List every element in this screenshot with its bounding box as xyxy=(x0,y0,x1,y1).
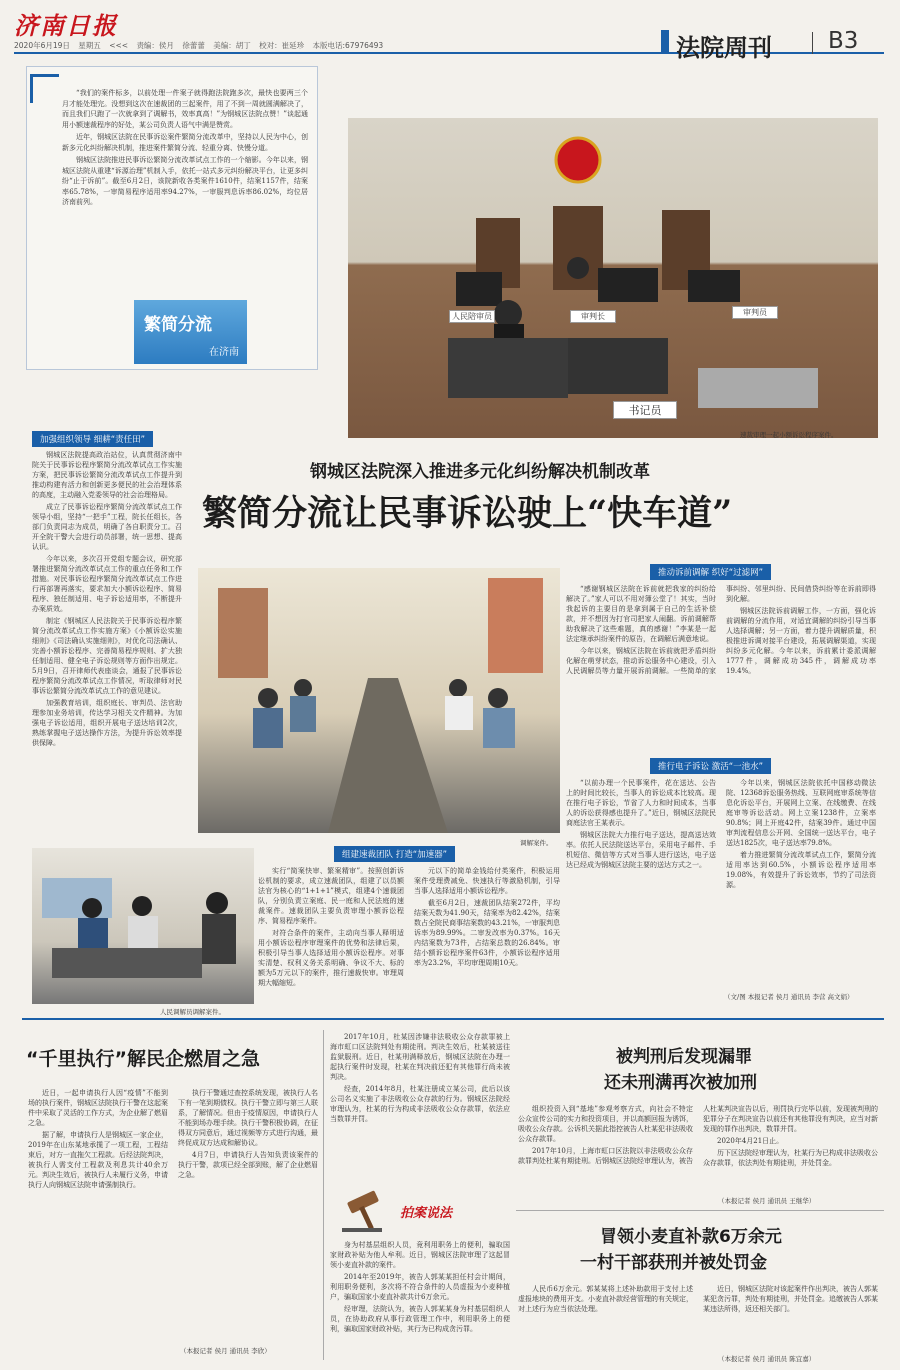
mid-para: 对符合条件的案件，主动向当事人释明适用小额诉讼程序审理案件的优势和法律后果，积极引导当事人选择适用小额诉讼程序。对事实清楚、权利义务关系明确、争议不大、标的额为5万元以下的案件，推行速裁快审。审理周期大幅缩短。 xyxy=(258,929,404,987)
art-right-bottom-headline2: 一村干部获刑并被处罚金 xyxy=(580,1253,767,1273)
section-divider xyxy=(812,32,813,54)
right2-para: 着力推进繁简分流改革试点工作，繁简分流适用率达到60.5%，小额诉讼程序适用率19.08%，有效提升了诉讼效率，节约了司法资源。 xyxy=(726,851,876,889)
art-right-bottom-headline1: 冒领小麦直补款6万余元 xyxy=(600,1227,782,1247)
left-para: 加强教育培训，组织庭长、审判员、法官助理参加业务培训，传达学习相关文件精神。为加强电子诉讼适用，组织开展电子送达培训2次，熟练掌握电子送达操作方法，为提升诉讼效率提供保障。 xyxy=(32,699,182,747)
right-section2-tag: 推行电子诉讼 激活“一池水” xyxy=(650,758,771,774)
issue-date: 2020年6月19日 xyxy=(14,41,70,50)
right1-para: “感谢钢城区法院在诉前就把我家的纠纷给解决了。”家人可以不用对簿公堂了！其实，当时我起诉的主要目的是拿到属于自己的生活补偿款，并不想因为打官司把家人闹翻。诉前调解帮助我解决了这些难题，真的感谢！”李某是一起法定继承纠纷案件的原告，在调解后满意地说。 xyxy=(566,585,716,643)
art-right-bottom-para: 人民币6万余元。郭某某将上述补助款用于支付上述虚报地块的费用开支。小麦直补款经营管理的有关规定，对上述行为应当依法处理。 xyxy=(518,1285,693,1313)
art-mid-para: 2017年10月，杜某因涉嫌非法吸收公众存款罪被上海市虹口区法院判处有期徒刑。判决生效后，杜某被送往监狱服刑。近日，杜某刑满释放后，钢城区法院在办理一起执行案件时发现，杜某在判决前还犯有其他罪行尚未被判决。 xyxy=(330,1033,510,1081)
art-mid-text-bottom xyxy=(330,1240,510,1360)
courtroom-photo xyxy=(348,118,878,438)
top-photo-caption: 速裁审理一起小额诉讼程序案件。 xyxy=(740,431,838,439)
art-left-text xyxy=(28,1088,318,1344)
right-article-rule xyxy=(516,1210,884,1211)
mid-section-tag: 组建速裁团队 打造“加速器” xyxy=(334,846,455,862)
art-right-top-text xyxy=(518,1104,878,1196)
fanjian-logo xyxy=(134,300,247,364)
art-left-para: 4月7日，申请执行人告知负责该案件的执行干警，款项已经全部到账，解了企业燃眉之急。 xyxy=(178,1151,318,1179)
reception-illustration xyxy=(32,848,254,1004)
mid-section-text xyxy=(258,866,560,1016)
section-title: 法院周刊 xyxy=(676,34,772,62)
placard-chief-judge: 审判长 xyxy=(570,310,616,323)
right-section1-text xyxy=(566,584,876,744)
mid-para: 元以下的简单金钱给付类案件，积极运用案件受理费减免、快速执行等激励机制，引导当事人选择适用小额诉讼程序。 xyxy=(414,867,560,895)
right1-para: 今年以来，钢城区法院在诉前就把矛盾纠纷化解在萌芽状态，推动诉讼服务中心建设，引入人民调解员等力量开展诉前调解。一些简单的家事纠纷、邻里纠纷、民间借贷纠纷等在诉前即得到化解。 xyxy=(566,585,876,675)
reception-photo xyxy=(32,848,254,1004)
issue-weekday: 星期五 xyxy=(78,41,101,50)
mediation-photo xyxy=(198,568,560,833)
art-right-bottom-para: 近日，钢城区法院对该起案件作出判决，被告人郭某某犯贪污罪，判处有期徒刑，并处罚金。追缴被告人郭某某违法所得，返还相关部门。 xyxy=(703,1285,878,1313)
art-left-byline: （本报记者 侯月 通讯员 李欣） xyxy=(180,1347,271,1355)
art-right-top-byline: （本报记者 侯月 通讯员 王继华） xyxy=(718,1197,816,1205)
mid-para: 实行“简案快审、繁案精审”。按照创新诉讼机制的要求，成立速裁团队，组建了以员额法官为核心的“1+1+1”模式，组建4个速裁团队，分别负责立案庭、民一庭和人民法庭的速裁案件。速裁团队主要负责审理小额诉讼程序、简易程序案件。 xyxy=(258,867,404,925)
phone-credit: 本版电话:67976493 xyxy=(312,41,384,50)
gavel-stamp xyxy=(340,1190,500,1236)
courtroom-illustration xyxy=(348,118,878,438)
checker-credit: 校对：崔延珍 xyxy=(259,41,305,50)
main-title: 繁简分流让民事诉讼驶上“快车道” xyxy=(202,493,733,534)
placard-judge: 审判员 xyxy=(732,306,778,319)
right2-para: “以前办理一个民事案件，花在送达、公告上的时间比较长，当事人的诉讼成本比较高。现在推行电子诉讼，节省了人力和时间成本，当事人的诉讼获得感也提升了。”近日，钢城区法院民商庭法官王某表示。 xyxy=(566,779,716,827)
reviewer-credit: 徐蕾蕾 xyxy=(182,41,205,50)
fanjian-logo-text: 繁简分流 xyxy=(144,315,212,335)
intro-text xyxy=(62,88,308,296)
gavel-icon xyxy=(340,1190,400,1234)
art-left-headline: “千里执行”解民企燃眉之急 xyxy=(26,1048,260,1070)
art-right-top-para: 历下区法院经审理认为，杜某行为已构成非法吸收公众存款罪，依法判处有期徒刑，并处罚金。 xyxy=(703,1149,878,1167)
right-section2-text xyxy=(566,778,876,988)
right2-para: 钢城区法院大力推行电子送达，提高送达效率。依托人民法院送达平台，采用电子邮件、手机短信、微信等方式对当事人进行送达，电子送达已经成为钢城区法院主要的送达方式之一。 xyxy=(566,831,716,869)
mid-para: 截至6月2日，速裁团队结案272件，平均结案天数为41.90天，结案率为82.42%，结案数占全院民商事结案数的43.21%，一审服判息诉率为89.99%。二审发改率为0.37%。16天内结案数为73件，占结案总数的26.84%。审结小额诉讼程序案件63件，小额诉讼程序适用率为23.2%，平均审理周期10天。 xyxy=(414,899,560,967)
art-right-top-headline2: 还未刑满再次被加刑 xyxy=(604,1073,757,1093)
left-section-tag: 加强组织领导 细耕“责任田” xyxy=(32,431,153,447)
intro-deco-stripe xyxy=(30,74,59,103)
left-para: 成立了民事诉讼程序繁简分流改革试点工作领导小组，坚持“一把手”工程，院长任组长，各部门负责同志为成员，明确了各自职责分工。召开全院干警大会进行动员部署，统一思想、提高认识。 xyxy=(32,503,182,551)
right-section2-byline: （文/图 本报记者 侯月 通讯员 李营 高文娟） xyxy=(724,993,854,1001)
right1-para: 钢城区法院诉前调解工作，一方面，强化诉前调解的分流作用，对适宜调解的纠纷引导当事人选择调解；另一方面，着力提升调解质量，积极推进诉调对接平台建设，拓展调解渠道，实现纠纷多元化解。今年以来，诉前累计委派调解1777件，调解成功345件，调解成功率19.4%。 xyxy=(726,607,876,675)
art-right-top-para: 2017年10月，上海市虹口区法院以非法吸收公众存款罪判处杜某有期徒刑。后钢城区法院经审理认为，被告人杜某判决宣告以后，刑罚执行完毕以前，发现被判刑的犯罪分子在判决宣告以前还有其他罪没有判决，应当对新发现的罪作出判决，数罪并罚。 xyxy=(518,1105,878,1165)
art-mid-para: 经审理，法院认为，被告人郭某某身为村基层组织人员，在协助政府从事行政管理工作中，利用职务上的便利，骗取国家财政补贴，其行为已构成贪污罪。 xyxy=(330,1305,510,1333)
placard-juror: 人民陪审员 xyxy=(449,310,495,323)
page-number: B3 xyxy=(828,28,859,54)
intro-para: 钢城区法院推进民事诉讼繁简分流改革试点工作的一个缩影。今年以来，钢城区法院从重建“诉源治理”机制入手，依托一站式多元纠纷解决平台，让更多纠纷“止于诉前”。截至6月2日，该院新收各类案件1610件，结案1157件，结案率65.78%，一审简易程序适用率94.27%，一审服判息诉率86.02%，均位居济南前列。 xyxy=(62,156,308,206)
main-kicker: 钢城区法院深入推进多元化纠纷解决机制改革 xyxy=(310,462,650,482)
art-mid-para: 身为村基层组织人员，竟利用职务上的便利，骗取国家财政补贴为他人牟利。近日，钢城区法院审理了这起冒领小麦直补款的案件。 xyxy=(330,1241,510,1269)
section-bar xyxy=(661,30,669,54)
intro-para: 近年，钢城区法院在民事诉讼案件繁简分流改革中，坚持以人民为中心，创新多元化纠纷解决机制，推进案件繁简分流、轻重分离、快慢分道。 xyxy=(62,133,308,152)
intro-para: “我们的案件标多，以前处理一件案子就得跑法院跑多次，最快也要两三个月才能处理完。没想到这次在速裁团的三起案件，用了不到一周就圆满解决了，而且我们只跑了一次就拿到了调解书，效率真高！”为钢城区法院点赞！”谈起通用小额速裁程序的好处，某公司负责人语气中满是赞赏。 xyxy=(62,89,308,129)
art-left-para: 据了解，申请执行人是钢城区一家企业，2019年在山东某地承揽了一项工程，工程结束后，对方一直拖欠工程款。后经法院判决，被执行人需支付工程款及利息共计40余万元。判决生效后，被执行人未履行义务，申请执行人向钢城区法院申请强制执行。 xyxy=(28,1131,168,1189)
left-para: 制定《钢城区人民法院关于民事诉讼程序繁简分流改革试点工作实施方案》《小额诉讼实施细则》《司法确认实施细则》，对优化司法确认、完善小额诉讼程序、完善简易程序规则、扩大独任制适用、健全电子诉讼规则等方面作出规定。5月9日，召开律师代表座谈会，通报了民事诉讼程序繁简分流改革试点工作情况，听取律师对民事诉讼繁简分流改革试点工作的意见建议。 xyxy=(32,617,182,695)
mediation-photo-caption: 调解案件。 xyxy=(520,839,553,847)
stamp-text: 拍案说法 xyxy=(400,1206,453,1221)
right2-para: 今年以来，钢城区法院依托中国移动微法院、12368诉讼服务热线、互联网庭审系统等信息化诉讼平台，开展网上立案、在线缴费、在线庭审等诉讼活动。网上立案1238件，立案率90.8%；网上开庭42件，结案39件。通过中国审判流程信息公开网、全国统一送达平台，电子送达1825次，电子送达率79.8%。 xyxy=(726,779,876,847)
left-para: 今年以来，多次召开党组专题会议，研究部署推进繁简分流改革试点工作的重点任务和工作措施。对民事诉讼程序繁简分流改革试点工作进行再部署再落实，要求加大小额诉讼程序、简易程序、独任制适用、电子诉讼适用率，不断提升办案质效。 xyxy=(32,555,182,613)
masthead-meta xyxy=(14,40,654,51)
masthead-marks: <<< xyxy=(109,41,129,50)
designer-credit: 美编：胡丁 xyxy=(213,41,251,50)
art-left-para: 近日，一起申请执行人因“疫情”不能到场的执行案件，钢城区法院执行干警在这起案件中采取了灵活的工作方式，为企业解了燃眉之急。 xyxy=(28,1089,168,1127)
fanjian-logo-sub: 在济南 xyxy=(209,347,239,358)
mediation-illustration xyxy=(198,568,560,833)
art-right-top-headline1: 被判刑后发现漏罪 xyxy=(616,1047,752,1067)
art-right-top-para: 组织投资入到“基地”参观考察方式，向社会不特定公众宣传公司的实力和投资项目，并以高额回报为诱饵，吸收公众存款。公诉机关据此指控被告人杜某犯非法吸收公众存款罪。 xyxy=(518,1105,693,1143)
art-right-top-para: 2020年4月21日止。 xyxy=(717,1137,784,1145)
art-mid-para: 经查，2014年8月，杜某注册成立某公司，此后以该公司名义实施了非法吸收公众存款的行为。钢城区法院经审理认为，杜某的行为构成非法吸收公众存款罪，依法应当数罪并罚。 xyxy=(330,1085,510,1123)
placard-clerk: 书记员 xyxy=(613,401,677,419)
editor-credit: 责编：侯月 xyxy=(136,41,174,50)
art-left-para: 执行干警通过查控系统发现，被执行人名下有一笔到期债权。执行干警立即与第三人联系，了解情况。但由于疫情原因，申请执行人不能到场办理手续。执行干警积极协调，在征得双方同意后，通过视频等方式进行沟通，最终促成双方达成和解协议。 xyxy=(178,1089,318,1147)
art-right-bottom-byline: （本报记者 侯月 通讯员 陈宜嘉） xyxy=(718,1355,816,1363)
intro-text-narrow xyxy=(250,300,310,365)
right-section1-tag: 推动诉前调解 织好“过滤网” xyxy=(650,564,771,580)
page-divider xyxy=(22,1018,884,1020)
left-para: 钢城区法院提高政治站位，认真贯彻济南中院关于民事诉讼程序繁简分流改革试点工作实施方案，把民事诉讼繁简分流改革试点工作提升到推动构建有活力和创新更多便民的社会治理体系的高度，主动融入党委领导的社会治理格局。 xyxy=(32,451,182,499)
left-column-text xyxy=(32,450,182,840)
newspaper-logo: 济南日报 xyxy=(14,11,118,40)
art-right-bottom-text xyxy=(518,1284,878,1350)
reception-photo-caption: 人民调解员调解案件。 xyxy=(160,1008,225,1016)
art-mid-para: 2014年至2019年，被告人郭某某担任村会计期间，利用职务便利，多次将不符合条件的人员虚报为小麦种植户，骗取国家小麦直补款共计6万余元。 xyxy=(330,1273,510,1301)
column-rule xyxy=(323,1030,324,1360)
art-mid-text-top xyxy=(330,1032,510,1182)
